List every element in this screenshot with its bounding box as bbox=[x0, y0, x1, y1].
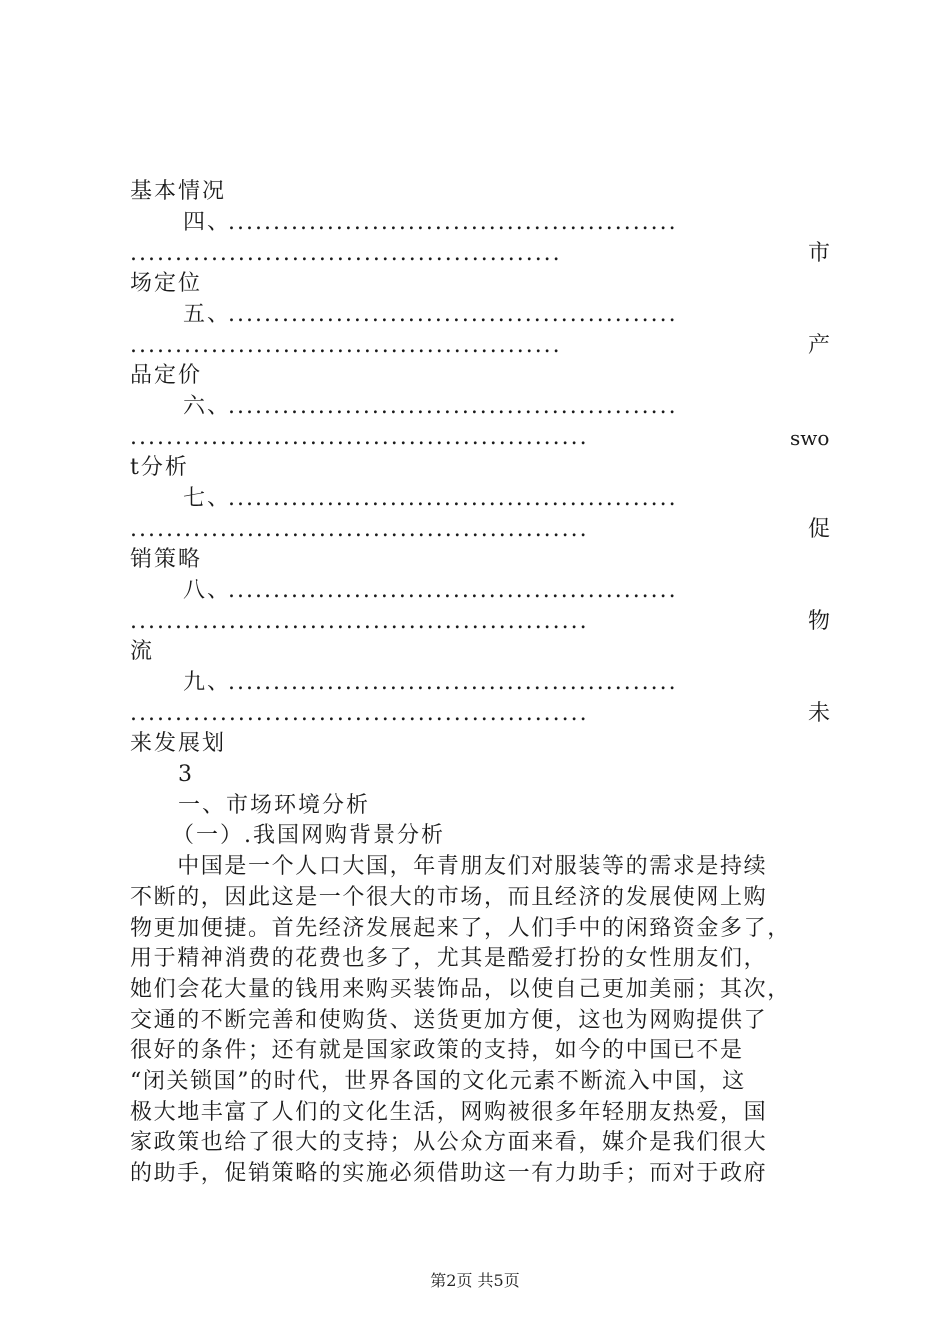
paragraph-line: 交通的不断完善和使购货、送货更加方便，这也为网购提供了 bbox=[130, 1008, 768, 1033]
toc-number-5: 五、 bbox=[183, 302, 232, 327]
toc-number-9: 九、 bbox=[183, 670, 232, 695]
toc-number-7: 七、 bbox=[183, 486, 232, 511]
toc-title-rest: 销策略 bbox=[130, 547, 203, 572]
paragraph-line: 很好的条件；还有就是国家政策的支持，如今的中国已不是 bbox=[130, 1038, 744, 1063]
paragraph-line: 中国是一个人口大国，年青朋友们对服装等的需求是持续 bbox=[130, 854, 768, 879]
sub-heading: （一）.我国网购背景分析 bbox=[172, 823, 445, 848]
toc-leader-dots: ................................................... bbox=[130, 517, 589, 542]
toc-continuation-basic: 基本情况 bbox=[130, 179, 227, 204]
toc-title-rest: 品定价 bbox=[130, 363, 203, 388]
toc-leader-dots: ................................................... bbox=[130, 701, 589, 726]
toc-leader-dots: .................................................. bbox=[228, 578, 678, 603]
section-heading: 一、市场环境分析 bbox=[178, 793, 371, 818]
toc-leader-dots: .................................................. bbox=[228, 302, 678, 327]
page-marker: 3 bbox=[178, 762, 194, 787]
paragraph-line: 极大地丰富了人们的文化生活，网购被很多年轻朋友热爱，国 bbox=[130, 1100, 768, 1125]
paragraph-line: 用于精神消费的花费也多了，尤其是酷爱打扮的女性朋友们， bbox=[130, 946, 768, 971]
toc-title-tail: 促 bbox=[808, 517, 831, 542]
toc-number-4: 四、 bbox=[183, 210, 232, 235]
paragraph-line: 的助手，促销策略的实施必须借助这一有力助手；而对于政府 bbox=[130, 1161, 768, 1186]
toc-title-rest: 来发展划 bbox=[130, 731, 227, 756]
toc-leader-dots: .................................................. bbox=[228, 210, 678, 235]
toc-leader-dots: ................................................ bbox=[130, 333, 562, 358]
page-footer: 第2页 共5页 bbox=[430, 1271, 520, 1290]
paragraph-line: 物更加便捷。首先经济发展起来了，人们手中的闲臵资金多了， bbox=[130, 916, 791, 941]
toc-title-tail: 物 bbox=[808, 609, 831, 634]
toc-leader-dots: .................................................. bbox=[228, 670, 678, 695]
toc-leader-dots: .................................................. bbox=[228, 486, 678, 511]
paragraph-line: 她们会花大量的钱用来购买装饰品，以使自己更加美丽；其次， bbox=[130, 977, 791, 1002]
toc-title-tail: 产 bbox=[808, 333, 831, 358]
toc-title-rest: t分析 bbox=[130, 455, 189, 480]
toc-title-rest: 场定位 bbox=[130, 271, 203, 296]
toc-number-6: 六、 bbox=[183, 394, 232, 419]
toc-title-rest: 流 bbox=[130, 639, 155, 664]
toc-leader-dots: ................................................... bbox=[130, 609, 589, 634]
toc-leader-dots: .................................................. bbox=[228, 394, 678, 419]
toc-leader-dots: ................................................ bbox=[130, 241, 562, 266]
paragraph-line: 不断的，因此这是一个很大的市场，而且经济的发展使网上购 bbox=[130, 885, 768, 910]
toc-leader-dots: ................................................... bbox=[130, 425, 589, 450]
toc-title-tail: 未 bbox=[808, 701, 831, 726]
toc-title-tail: 市 bbox=[808, 241, 831, 266]
paragraph-line: 家政策也给了很大的支持；从公众方面来看，媒介是我们很大 bbox=[130, 1130, 768, 1155]
toc-number-8: 八、 bbox=[183, 578, 232, 603]
toc-title-tail: swo bbox=[790, 426, 830, 450]
paragraph-line: “闭关锁国”的时代，世界各国的文化元素不断流入中国，这 bbox=[130, 1069, 746, 1094]
